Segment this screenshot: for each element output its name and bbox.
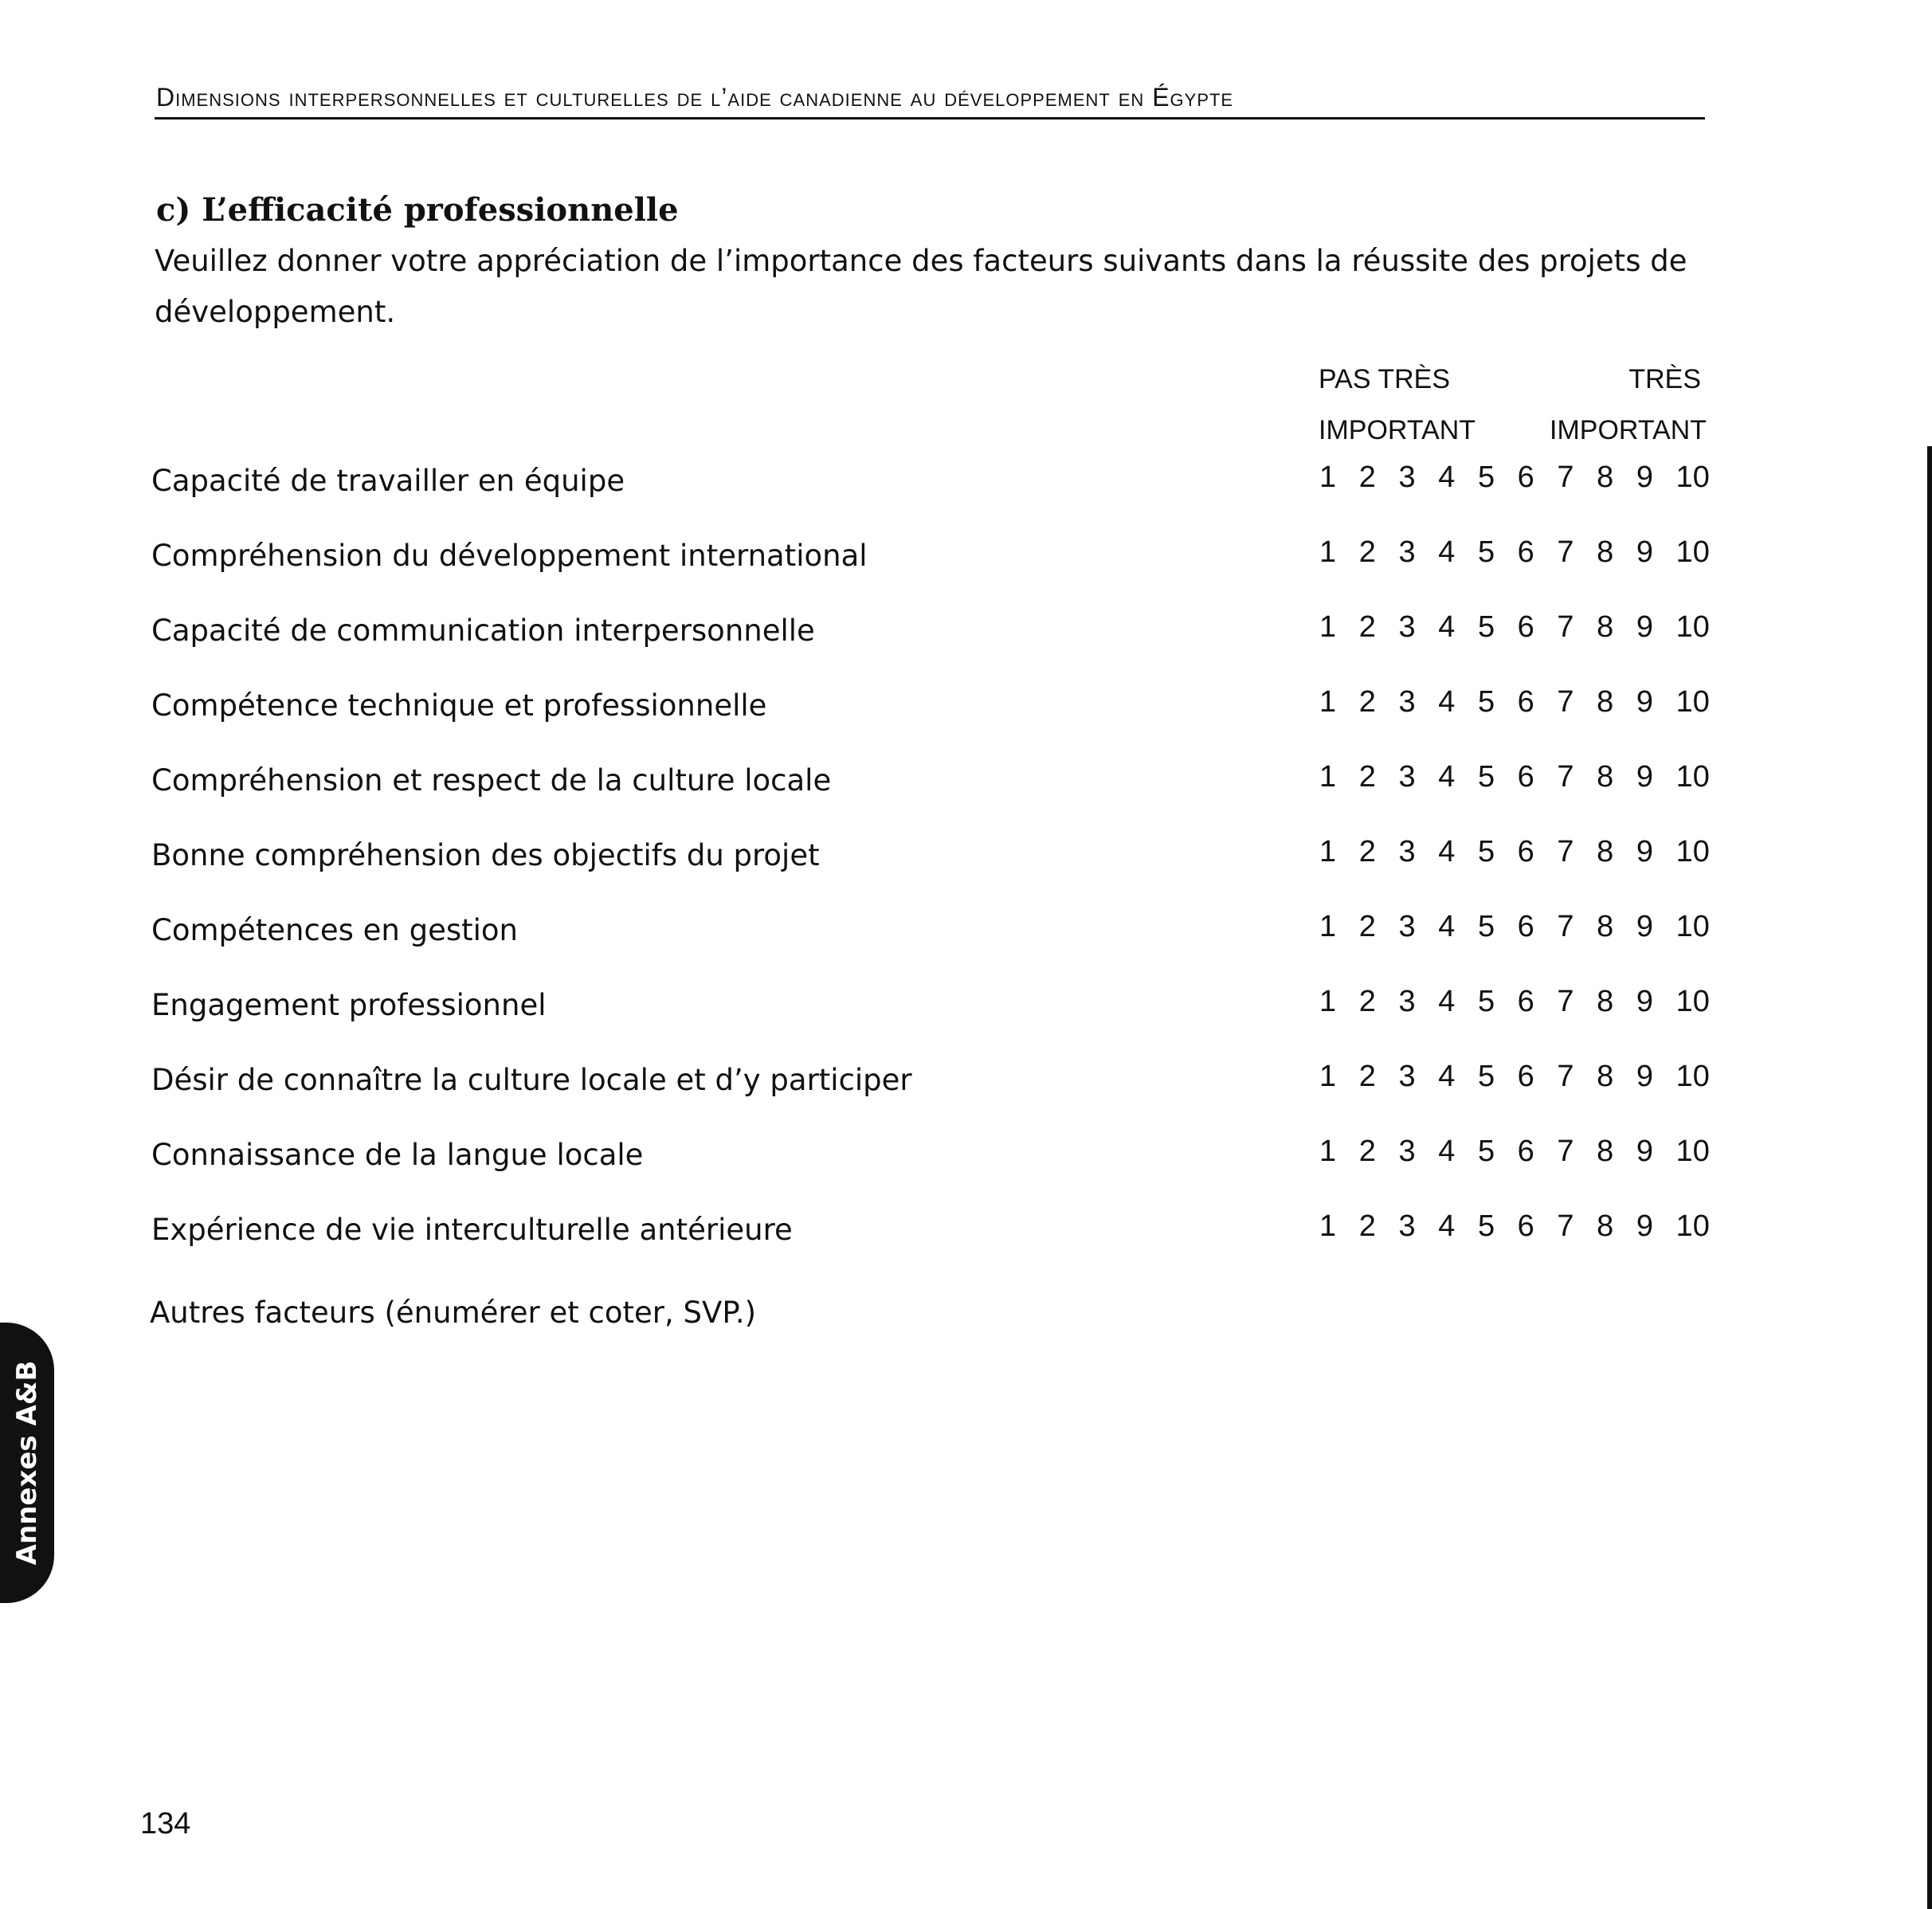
rating-option[interactable]: 5 — [1477, 610, 1495, 644]
rating-option[interactable]: 6 — [1517, 1135, 1534, 1168]
rating-option[interactable]: 2 — [1358, 910, 1376, 943]
rating-row-label: Compréhension du développement international — [151, 539, 868, 573]
header-rule — [155, 117, 1705, 120]
rating-option[interactable]: 7 — [1557, 461, 1574, 494]
rating-option[interactable]: 7 — [1557, 685, 1574, 719]
rating-option[interactable]: 8 — [1597, 835, 1614, 868]
rating-option[interactable]: 6 — [1517, 985, 1534, 1018]
rating-option[interactable]: 2 — [1358, 610, 1376, 644]
rating-option[interactable]: 1 — [1319, 461, 1337, 494]
rating-option[interactable]: 3 — [1398, 610, 1416, 644]
rating-option[interactable]: 2 — [1358, 1135, 1376, 1168]
rating-row — [148, 461, 1710, 539]
rating-option[interactable]: 2 — [1358, 985, 1376, 1018]
rating-option[interactable]: 7 — [1557, 985, 1574, 1018]
rating-option[interactable]: 10 — [1675, 760, 1710, 794]
rating-option[interactable]: 1 — [1319, 535, 1337, 569]
rating-row-label: Désir de connaître la culture locale et d’y participer — [151, 1063, 912, 1097]
rating-option[interactable]: 3 — [1398, 835, 1416, 868]
rating-option[interactable]: 2 — [1358, 535, 1376, 569]
rating-row-label: Capacité de communication interpersonnelle — [151, 613, 815, 648]
page-number: 134 — [140, 1807, 191, 1840]
rating-option[interactable]: 5 — [1477, 1060, 1495, 1093]
rating-row-label: Compétence technique et professionnelle — [151, 688, 767, 723]
rating-option[interactable]: 7 — [1557, 535, 1574, 569]
rating-option[interactable]: 2 — [1358, 835, 1376, 868]
rating-option[interactable]: 9 — [1636, 610, 1654, 644]
rating-option[interactable]: 2 — [1358, 461, 1376, 494]
rating-scale — [1319, 610, 1710, 645]
rating-option[interactable]: 1 — [1319, 1060, 1337, 1093]
rating-option[interactable]: 8 — [1597, 535, 1614, 569]
rating-option[interactable]: 9 — [1636, 535, 1654, 569]
rating-scale — [1319, 835, 1710, 869]
rating-row — [148, 835, 1710, 913]
rating-option[interactable]: 9 — [1636, 1209, 1654, 1243]
rating-option[interactable]: 7 — [1557, 1209, 1574, 1243]
rating-option[interactable]: 4 — [1438, 760, 1456, 794]
rating-option[interactable]: 5 — [1477, 1209, 1495, 1243]
rating-row — [148, 985, 1710, 1063]
rating-row — [148, 685, 1710, 763]
section-title: c) L’efficacité professionnelle — [156, 191, 679, 229]
rating-option[interactable]: 6 — [1517, 910, 1534, 943]
rating-option[interactable]: 5 — [1477, 461, 1495, 494]
rating-option[interactable]: 1 — [1319, 985, 1337, 1018]
running-header: Dimensions interpersonnelles et culturelles de l’aide canadienne au développement en Égypte — [156, 83, 1234, 112]
rating-option[interactable]: 8 — [1597, 1135, 1614, 1168]
rating-option[interactable]: 10 — [1675, 535, 1710, 569]
rating-option[interactable]: 3 — [1398, 461, 1416, 494]
rating-option[interactable]: 5 — [1477, 910, 1495, 943]
rating-option[interactable]: 5 — [1477, 985, 1495, 1018]
rating-option[interactable]: 8 — [1597, 985, 1614, 1018]
rating-option[interactable]: 8 — [1597, 760, 1614, 794]
other-factors-prompt: Autres facteurs (énumérer et coter, SVP.) — [150, 1296, 757, 1330]
rating-option[interactable]: 9 — [1636, 1060, 1654, 1093]
rating-scale — [1319, 760, 1710, 794]
rating-option[interactable]: 3 — [1398, 910, 1416, 943]
rating-scale — [1319, 1060, 1710, 1094]
rating-option[interactable]: 10 — [1675, 1209, 1710, 1243]
rating-row — [148, 1209, 1710, 1288]
rating-option[interactable]: 6 — [1517, 461, 1534, 494]
rating-row — [148, 610, 1710, 688]
rating-scale — [1319, 1135, 1710, 1169]
rating-option[interactable]: 8 — [1597, 461, 1614, 494]
rating-option[interactable]: 1 — [1319, 910, 1337, 943]
rating-option[interactable]: 9 — [1636, 685, 1654, 719]
rating-option[interactable]: 8 — [1597, 610, 1614, 644]
rating-option[interactable]: 9 — [1636, 835, 1654, 868]
rating-option[interactable]: 6 — [1517, 1060, 1534, 1093]
rating-option[interactable]: 4 — [1438, 610, 1456, 644]
rating-option[interactable]: 5 — [1477, 1135, 1495, 1168]
rating-row-label: Compréhension et respect de la culture locale — [151, 763, 832, 798]
rating-option[interactable]: 9 — [1636, 461, 1654, 494]
rating-option[interactable]: 10 — [1675, 1135, 1710, 1168]
rating-option[interactable]: 4 — [1438, 1209, 1456, 1243]
rating-items — [148, 461, 1710, 1288]
rating-option[interactable]: 3 — [1398, 1209, 1416, 1243]
rating-option[interactable]: 10 — [1675, 985, 1710, 1018]
rating-option[interactable]: 2 — [1358, 760, 1376, 794]
scale-high-label — [1550, 354, 1707, 456]
rating-row-label: Compétences en gestion — [151, 913, 519, 947]
rating-option[interactable]: 9 — [1636, 910, 1654, 943]
rating-option[interactable]: 6 — [1517, 535, 1534, 569]
rating-row — [148, 910, 1710, 988]
side-tab-label: Annexes A&B — [11, 1360, 43, 1566]
rating-option[interactable]: 9 — [1636, 760, 1654, 794]
rating-option[interactable]: 6 — [1517, 835, 1534, 868]
rating-option[interactable]: 5 — [1477, 760, 1495, 794]
rating-row-label: Capacité de travailler en équipe — [151, 464, 625, 498]
rating-option[interactable]: 4 — [1438, 1060, 1456, 1093]
rating-option[interactable]: 7 — [1557, 1060, 1574, 1093]
rating-row-label: Bonne compréhension des objectifs du projet — [151, 838, 820, 872]
rating-scale — [1319, 910, 1710, 944]
scale-low-line1: PAS TRÈS — [1319, 364, 1451, 394]
rating-option[interactable]: 10 — [1675, 685, 1710, 719]
rating-option[interactable]: 3 — [1398, 685, 1416, 719]
rating-option[interactable]: 4 — [1438, 685, 1456, 719]
rating-option[interactable]: 4 — [1438, 1135, 1456, 1168]
rating-option[interactable]: 6 — [1517, 1209, 1534, 1243]
rating-option[interactable]: 3 — [1398, 760, 1416, 794]
rating-row — [148, 760, 1710, 838]
rating-option[interactable]: 4 — [1438, 535, 1456, 569]
rating-option[interactable]: 6 — [1517, 610, 1534, 644]
rating-option[interactable]: 1 — [1319, 685, 1337, 719]
rating-option[interactable]: 10 — [1675, 835, 1710, 868]
rating-option[interactable]: 1 — [1319, 1209, 1337, 1243]
rating-option[interactable]: 10 — [1675, 610, 1710, 644]
rating-scale — [1319, 535, 1710, 570]
rating-row-label: Connaissance de la langue locale — [151, 1138, 644, 1172]
scale-high-line1: TRÈS — [1628, 364, 1701, 394]
rating-option[interactable]: 6 — [1517, 760, 1534, 794]
instruction-text: Veuillez donner votre appréciation de l’importance des facteurs suivants dans la réussite des projets de développement. — [155, 244, 1687, 329]
scale-low-label — [1319, 354, 1475, 456]
rating-option[interactable]: 1 — [1319, 610, 1337, 644]
rating-option[interactable]: 6 — [1517, 685, 1534, 719]
rating-scale — [1319, 685, 1710, 719]
rating-option[interactable]: 7 — [1557, 835, 1574, 868]
rating-option[interactable]: 10 — [1675, 910, 1710, 943]
rating-row — [148, 1135, 1710, 1213]
rating-option[interactable]: 4 — [1438, 910, 1456, 943]
rating-scale — [1319, 461, 1710, 495]
rating-option[interactable]: 1 — [1319, 835, 1337, 868]
rating-row-label: Expérience de vie interculturelle antérieure — [151, 1213, 793, 1247]
scale-high-line2: IMPORTANT — [1550, 415, 1707, 445]
rating-option[interactable]: 1 — [1319, 760, 1337, 794]
rating-option[interactable]: 8 — [1597, 910, 1614, 943]
rating-option[interactable]: 8 — [1597, 685, 1614, 719]
rating-option[interactable]: 10 — [1675, 1060, 1710, 1093]
rating-option[interactable]: 7 — [1557, 1135, 1574, 1168]
rating-option[interactable]: 9 — [1636, 985, 1654, 1018]
rating-option[interactable]: 7 — [1557, 760, 1574, 794]
rating-row-label: Engagement professionnel — [151, 988, 547, 1022]
rating-option[interactable]: 4 — [1438, 835, 1456, 868]
rating-option[interactable]: 4 — [1438, 985, 1456, 1018]
side-tab — [0, 1323, 54, 1603]
rating-option[interactable]: 4 — [1438, 461, 1456, 494]
rating-option[interactable]: 3 — [1398, 535, 1416, 569]
rating-option[interactable]: 7 — [1557, 910, 1574, 943]
rating-option[interactable]: 2 — [1358, 685, 1376, 719]
rating-option[interactable]: 1 — [1319, 1135, 1337, 1168]
rating-row — [148, 1060, 1710, 1138]
page-edge-line — [1927, 446, 1932, 1909]
rating-row — [148, 535, 1710, 613]
scale-low-line2: IMPORTANT — [1319, 415, 1476, 445]
rating-option[interactable]: 5 — [1477, 685, 1495, 719]
rating-option[interactable]: 8 — [1597, 1060, 1614, 1093]
rating-option[interactable]: 5 — [1477, 835, 1495, 868]
rating-option[interactable]: 2 — [1358, 1209, 1376, 1243]
rating-scale — [1319, 1209, 1710, 1244]
rating-option[interactable]: 3 — [1398, 985, 1416, 1018]
rating-option[interactable]: 5 — [1477, 535, 1495, 569]
rating-option[interactable]: 7 — [1557, 610, 1574, 644]
rating-option[interactable]: 3 — [1398, 1060, 1416, 1093]
rating-scale — [1319, 985, 1710, 1019]
rating-option[interactable]: 3 — [1398, 1135, 1416, 1168]
rating-option[interactable]: 9 — [1636, 1135, 1654, 1168]
rating-option[interactable]: 10 — [1675, 461, 1710, 494]
rating-option[interactable]: 2 — [1358, 1060, 1376, 1093]
rating-option[interactable]: 8 — [1597, 1209, 1614, 1243]
